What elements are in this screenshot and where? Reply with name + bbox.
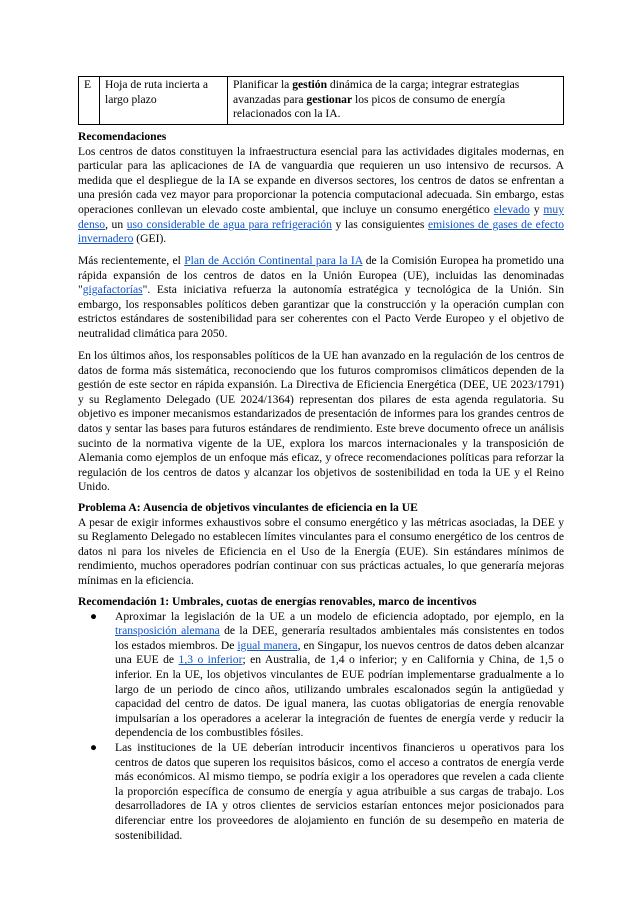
table-row: [79, 77, 564, 125]
recommendations-paragraph-2: [78, 254, 564, 342]
bullet-text: [115, 741, 564, 842]
problem-a-paragraph: A pesar de exigir informes exhaustivos sobre el consumo energético y las métricas asociadas, la DEE y su Reglamento Delegado no establecen límites vinculantes para el consumo energético de los centros de datos ni para los niveles de Eficiencia en el Uso de la Energía (EUE). Sin estándares mínimos de rendimiento, muchos operadores podrían continuar con sus prácticas actuales, lo que generaría mejoras mínimas en la eficiencia.: [78, 515, 564, 587]
text-run: y las consiguientes: [331, 217, 429, 231]
text-run: ". Esta iniciativa refuerza la autonomía estratégica y tecnológica de la Unión. Sin embargo, los responsables políticos deben garantizar que la construcción y la operación cumplan con estrictos estándares de sostenibilidad para ser coherentes con el Pacto Verde Europeo y el objetivo de neutralidad climática para 2050.: [78, 283, 564, 340]
text-run: dinámica de la carga; integrar estrategias avanzadas para: [233, 78, 520, 106]
recommendations-paragraph-2-block: [78, 254, 564, 342]
text-run: de la Comisión Europea ha prometido una rápida expansión de los centros de datos en la Unión Europea (UE), incluidas las denominadas ": [78, 254, 564, 297]
recommendations-paragraph-3: En los últimos años, los responsables políticos de la UE han avanzado en la regulación de los centros de datos de forma más sistemática, reconociendo que los futuros compromisos climáticos dependen de la gestión de este sector en rápida expansión. La Directiva de Eficiencia Energética (DEE, UE 2023/1791) y su Reglamento Delegado (UE 2024/1364) representan dos pilares de esta agenda regulatoria. Su objetivo es imponer mecanismos estandarizados de presentación de informes para los grandes centros de datos y sentar las bases para futuros estándares de rendimiento. Este breve documento ofrece un análisis sucinto de la normativa vigente de la UE, explora los marcos internacionales y la transposición de Alemania como ejemplos de un enfoque más eficaz, y ofrece recomendaciones políticas para reforzar la regulación de los centros de datos y alcanzar los objetivos de sostenibilidad en toda la UE y el Reino Unido.: [78, 349, 564, 494]
recommendation-1-list: [78, 610, 564, 844]
inline-link[interactable]: gigafactorías: [82, 283, 143, 297]
recommendations-heading: Recomendaciones: [78, 130, 167, 143]
bold-text: gestionar: [306, 92, 353, 106]
text-run: y: [529, 202, 544, 216]
bold-text: gestión: [292, 78, 328, 91]
text-run: (GEI).: [133, 232, 167, 246]
recommendation-1-section: [78, 595, 564, 843]
inline-link[interactable]: muy denso: [78, 202, 565, 231]
risk-letter-cell: E: [79, 77, 100, 125]
recommendation-1-heading: Recomendación 1: Umbrales, cuotas de energías renovables, marco de incentivos: [78, 595, 477, 608]
text-run: , en Singapur, los nuevos centros de datos deben alcanzar una EUE de: [115, 638, 564, 667]
recommendations-paragraph-3-block: [78, 349, 564, 495]
inline-link[interactable]: emisiones de gases de efecto invernadero: [78, 217, 564, 246]
text-run: , un: [105, 217, 127, 231]
text-run: Los centros de datos constituyen la infraestructura esencial para las actividades digitales modernas, en particular para las aplicaciones de IA de vanguardia que requieren un uso intensivo de recursos. A medida que el despliegue de la IA se expande en diversos sectores, los centros de datos se enfrentan a una presión cada vez mayor para proporcionar la potencia computacional adecuada. Sin embargo, estas operaciones conllevan un elevado coste ambiental, que incluye un consumo energético: [78, 144, 564, 216]
list-item: [78, 610, 564, 741]
problem-a-heading: Problema A: Ausencia de objetivos vinculantes de eficiencia en la UE: [78, 501, 418, 514]
inline-link[interactable]: uso considerable de agua para refrigeración: [126, 217, 332, 231]
list-item: [78, 741, 564, 843]
inline-link[interactable]: igual manera: [237, 638, 298, 652]
problem-a-section: [78, 501, 564, 589]
inline-link[interactable]: 1,3 o inferior: [178, 653, 243, 667]
inline-link[interactable]: elevado: [493, 202, 530, 216]
mitigation-cell: [228, 77, 564, 125]
recommendations-paragraph-1: [78, 145, 564, 247]
risk-table: [78, 76, 564, 125]
text-run: los picos de consumo de energía relacionados con la IA.: [233, 92, 506, 121]
text-run: Más recientemente, el: [78, 254, 185, 267]
recommendations-section: [78, 130, 564, 247]
inline-link[interactable]: Plan de Acción Continental para la IA: [184, 254, 363, 267]
inline-link[interactable]: transposición alemana: [115, 624, 220, 638]
text-run: de la DEE, generaría resultados ambientales más consistentes en todos los estados miembros. De: [115, 624, 564, 652]
bullet-icon: ●: [90, 740, 98, 754]
risk-description-cell: Hoja de ruta incierta a largo plazo: [100, 77, 228, 125]
bullet-icon: ●: [90, 609, 98, 623]
bullet-text: [115, 610, 564, 740]
text-run: Planificar la: [233, 78, 293, 91]
text-run: Aproximar la legislación de la UE a un modelo de eficiencia adoptado, por ejemplo, en la: [115, 609, 564, 623]
text-run: ; en Australia, de 1,4 o inferior; y en California y China, de 1,5 o inferior. En la UE, los objetivos vinculantes de EUE podrían implementarse gradualmente a lo largo de un periodo de cinco años, utilizando umbrales escalonados según la antigüedad y capacidad del centro de datos. De igual manera, las cuotas obligatorias de energía renovable impulsarían a los operadores a acelerar la integración de fuentes de energía verde y reducir la dependencia de los combustibles fósiles.: [115, 653, 564, 740]
text-run: Las instituciones de la UE deberían introducir incentivos financieros u operativos para los centros de datos que superen los requisitos básicos, como el acceso a contratos de energía verde más económicos. Al mismo tiempo, se podría exigir a los operadores que revelen a cada cliente la proporción específica de consumo de energía y agua atribuible a sus cargas de trabajo. Los desarrolladores de IA y otros clientes de servicios estarían entonces mejor posicionados para diferenciar entre los proveedores de alojamiento en función de su desempeño en materia de sostenibilidad.: [115, 740, 564, 842]
